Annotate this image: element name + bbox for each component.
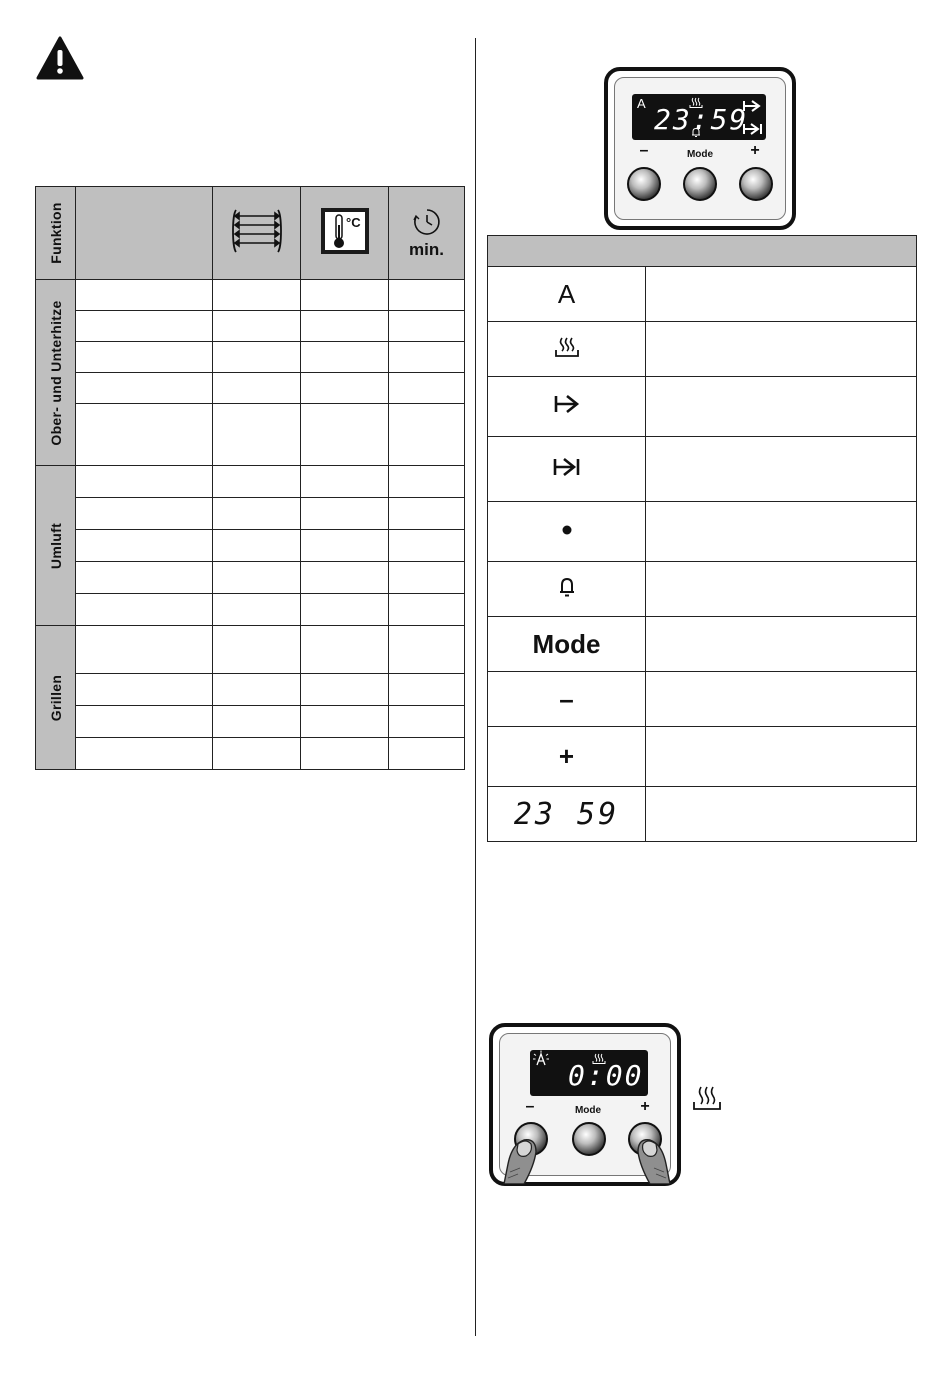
table-cell [76,498,213,530]
description-cell [646,727,917,787]
svg-text:°C: °C [345,214,361,230]
heating-icon [692,1085,722,1111]
symbol-cell [488,437,646,502]
description-cell [646,377,917,437]
symbol-minus: – [559,683,574,714]
table-cell [213,280,301,311]
group-grill [36,626,76,770]
cook-time-arrow-icon [553,393,581,415]
table-cell [76,594,213,626]
table-cell [301,738,389,770]
symbol-cell [488,787,646,842]
timer-display [530,1050,648,1096]
heating-icon [554,336,580,358]
table-cell [213,738,301,770]
table-cell [389,674,465,706]
shelf-level-header [213,187,301,280]
table-cell [213,373,301,404]
end-time-arrow-icon [742,122,764,136]
plus-sign: + [750,142,760,159]
symbol-display-digits: 23 59 [513,796,620,832]
minus-sign: – [639,142,649,159]
description-cell [646,502,917,562]
symbol-cell [488,377,646,437]
table-cell [389,706,465,738]
function-header [36,187,76,280]
time-digits: 23:59 [654,103,749,136]
time-digits: 0:00 [568,1059,644,1092]
table-cell [213,404,301,466]
temperature-header [301,187,389,280]
group-label: Grillen [47,674,64,721]
symbol-auto: A [557,278,576,309]
table-cell [213,674,301,706]
table-cell [301,311,389,342]
table-cell [213,342,301,373]
description-cell [646,787,917,842]
table-cell [76,373,213,404]
table-cell [76,626,213,674]
finger-right-icon [622,1132,672,1184]
table-cell [76,530,213,562]
cook-time-arrow-icon [742,99,762,113]
table-cell [389,342,465,373]
auto-indicator: A [637,96,646,111]
table-cell [213,466,301,498]
cooking-table [35,186,465,770]
minus-sign: – [525,1098,535,1115]
table-cell [389,626,465,674]
group-top-bottom-heat [36,280,76,466]
table-cell [301,342,389,373]
table-cell [213,562,301,594]
description-cell [646,437,917,502]
table-cell [389,530,465,562]
table-cell [76,562,213,594]
table-cell [213,626,301,674]
time-header [389,187,465,280]
minus-knob [627,167,661,201]
table-cell [389,498,465,530]
symbol-cell [488,502,646,562]
table-cell [301,373,389,404]
table-cell [76,342,213,373]
clock-icon [412,207,442,237]
table-cell [76,674,213,706]
table-cell [301,674,389,706]
dot-icon [561,524,573,536]
header-cell-empty [76,187,213,280]
description-cell [646,267,917,322]
bell-icon [691,127,701,137]
symbol-cell [488,617,646,672]
table-cell [389,738,465,770]
table-cell [389,562,465,594]
table-cell [389,404,465,466]
mode-knob [683,167,717,201]
finger-left-icon [502,1132,552,1184]
table-cell [76,404,213,466]
symbol-plus: + [558,741,575,771]
table-cell [389,373,465,404]
end-time-arrow-icon [552,456,582,478]
warning-icon [36,36,84,80]
mode-label: Mode [574,1105,602,1116]
table-cell [301,594,389,626]
table-cell [76,311,213,342]
function-label: Funktion [47,202,64,264]
table-cell [76,466,213,498]
bell-icon [557,576,577,598]
symbol-cell [488,727,646,787]
mode-knob [572,1122,606,1156]
symbol-cell [488,322,646,377]
shelf-levels-icon [231,207,283,255]
table-cell [76,706,213,738]
table-cell [389,594,465,626]
table-cell [213,311,301,342]
description-cell [646,562,917,617]
mode-label: Mode [686,149,714,160]
table-cell [213,706,301,738]
group-label: Ober- und Unterhitze [47,299,64,446]
table-cell [301,626,389,674]
table-cell [389,280,465,311]
description-cell [646,672,917,727]
column-divider [475,38,476,1336]
minutes-label: min. [409,239,444,259]
table-cell [301,466,389,498]
symbol-table-header [488,236,917,267]
symbol-cell [488,562,646,617]
table-cell [389,466,465,498]
symbol-table [487,235,917,842]
table-cell [301,498,389,530]
table-cell [389,311,465,342]
blinking-auto-icon [532,1050,550,1067]
table-cell [213,594,301,626]
thermometer-icon [320,207,370,255]
description-cell [646,617,917,672]
table-cell [213,498,301,530]
plus-sign: + [640,1098,650,1115]
table-cell [301,280,389,311]
table-cell [76,280,213,311]
symbol-cell [488,672,646,727]
table-cell [213,530,301,562]
timer-display [632,94,766,140]
symbol-mode: Mode [532,628,601,659]
table-cell [76,738,213,770]
table-cell [301,562,389,594]
description-cell [646,322,917,377]
table-cell [301,404,389,466]
group-convection [36,466,76,626]
table-cell [301,530,389,562]
control-panel-bottom [489,1023,681,1186]
table-cell [301,706,389,738]
symbol-cell [488,267,646,322]
plus-knob [739,167,773,201]
control-panel-top [604,67,796,230]
group-label: Umluft [47,522,64,569]
